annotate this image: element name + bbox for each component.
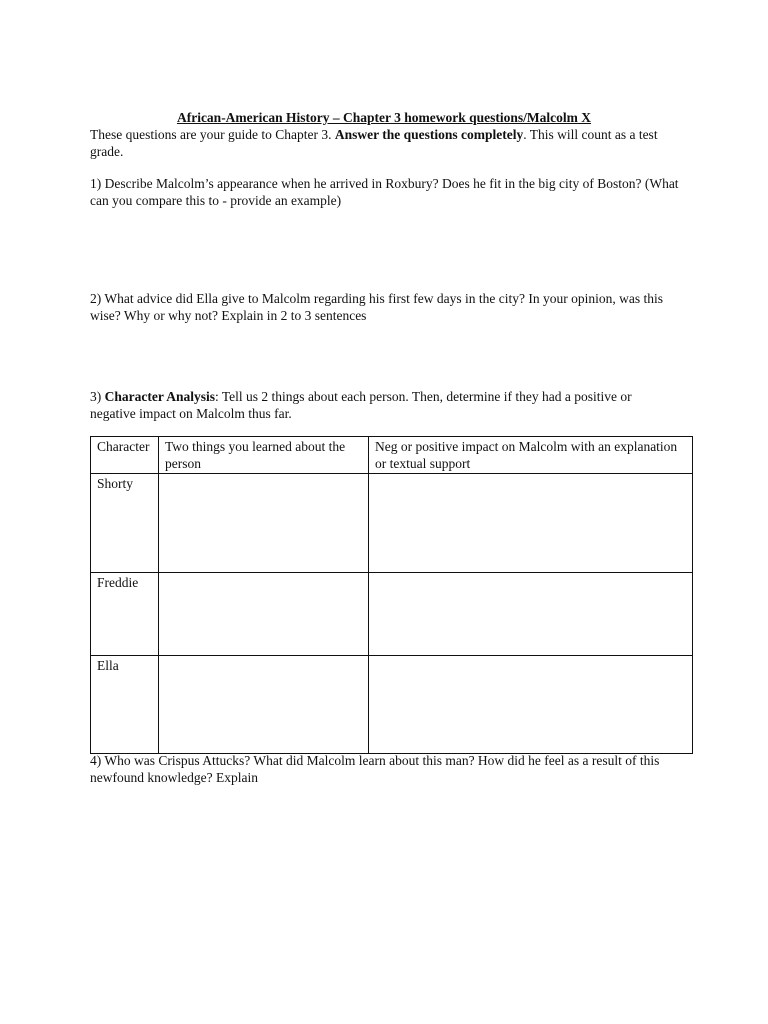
table-row bbox=[91, 573, 693, 656]
character-name-cell: Ella bbox=[91, 656, 159, 754]
two-things-answer-cell[interactable] bbox=[159, 474, 369, 573]
worksheet-title: African-American History – Chapter 3 homework questions/Malcolm X bbox=[176, 110, 592, 125]
header-two-things: Two things you learned about the person bbox=[159, 437, 369, 474]
header-impact: Neg or positive impact on Malcolm with an explanation or textual support bbox=[369, 437, 693, 474]
question-3-number: 3) bbox=[90, 389, 105, 404]
impact-answer-cell[interactable] bbox=[369, 573, 693, 656]
question-3-bold-heading: Character Analysis bbox=[104, 389, 215, 404]
intro-text-before: These questions are your guide to Chapter 3. bbox=[90, 127, 335, 142]
character-name-cell: Shorty bbox=[91, 474, 159, 573]
question-3 bbox=[90, 388, 680, 422]
question-4: 4) Who was Crispus Attucks? What did Malcolm learn about this man? How did he feel as a result of this newfound knowledge? Explain bbox=[90, 753, 660, 785]
table-row bbox=[91, 474, 693, 573]
question-1: 1) Describe Malcolm’s appearance when he arrived in Roxbury? Does he fit in the big city of Boston? (What can you compare this to - provide an example) bbox=[90, 176, 679, 208]
intro-paragraph bbox=[90, 126, 680, 160]
table-row bbox=[91, 656, 693, 754]
two-things-answer-cell[interactable] bbox=[159, 656, 369, 754]
table-header-row bbox=[91, 437, 693, 474]
question-3-text: : Tell us 2 things about each person. Then, determine if they had a positive or negative impact on Malcolm thus far. bbox=[90, 389, 632, 421]
character-name-cell: Freddie bbox=[91, 573, 159, 656]
header-character: Character bbox=[91, 437, 159, 474]
question-2: 2) What advice did Ella give to Malcolm regarding his first few days in the city? In your opinion, was this wise? Why or why not? Explain in 2 to 3 sentences bbox=[90, 291, 663, 323]
intro-text-after: . This will count as a test grade. bbox=[90, 127, 658, 159]
two-things-answer-cell[interactable] bbox=[159, 573, 369, 656]
character-analysis-table bbox=[90, 436, 693, 754]
impact-answer-cell[interactable] bbox=[369, 474, 693, 573]
impact-answer-cell[interactable] bbox=[369, 656, 693, 754]
intro-bold-instruction: Answer the questions completely bbox=[334, 127, 524, 142]
